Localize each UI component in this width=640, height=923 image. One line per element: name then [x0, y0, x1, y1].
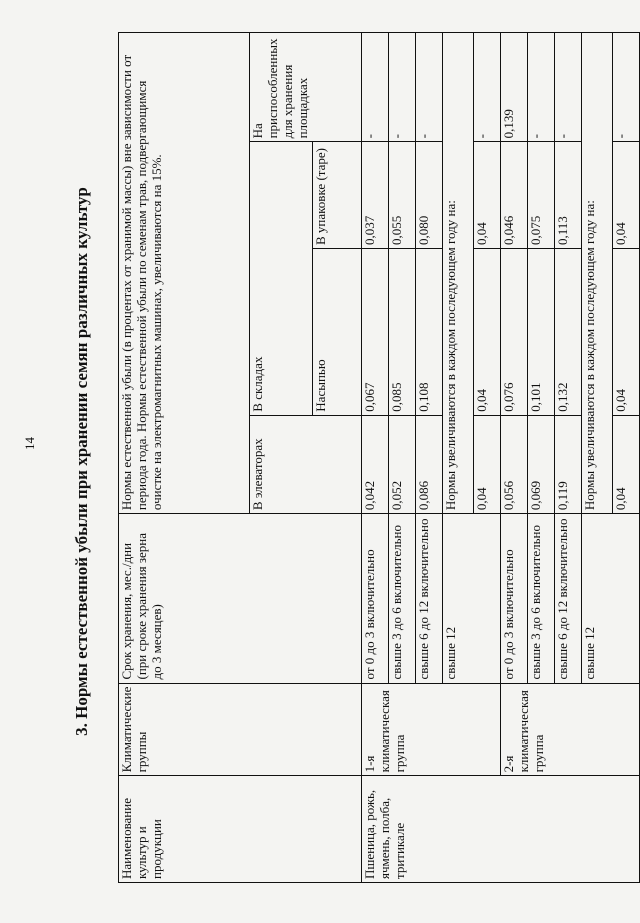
header-climate: Климатические группы	[119, 683, 362, 776]
increase-note: Нормы увеличиваются в каждом последующем году на:	[582, 33, 613, 514]
value-cell: -	[613, 33, 640, 142]
period-cell: свыше 3 до 6 включительно	[389, 514, 416, 683]
value-cell: 0,046	[501, 142, 528, 249]
value-cell: -	[389, 33, 416, 142]
value-cell: 0,052	[389, 415, 416, 513]
header-packaged: В упаковке (таре)	[313, 142, 362, 249]
value-cell: -	[528, 33, 555, 142]
value-cell: 0,04	[474, 142, 501, 249]
table-row	[362, 33, 389, 883]
value-cell: 0,067	[362, 249, 389, 416]
header-storage: Срок хранения, мес./дни (при сроке хранения зерна до 3 месяцев)	[119, 514, 362, 683]
period-cell: свыше 12	[582, 514, 640, 683]
group-name: 2-я климатическая группа	[501, 683, 640, 776]
value-cell: 0,101	[528, 249, 555, 416]
period-cell: от 0 до 3 включительно	[362, 514, 389, 683]
header-crop: Наименование культур и продукции	[119, 776, 362, 883]
value-cell: 0,04	[613, 249, 640, 416]
value-cell: 0,139	[501, 33, 528, 142]
value-cell: 0,04	[613, 142, 640, 249]
value-cell: 0,04	[474, 249, 501, 416]
value-cell: 0,042	[362, 415, 389, 513]
norms-table	[118, 32, 640, 883]
value-cell: 0,069	[528, 415, 555, 513]
value-cell: 0,119	[555, 415, 582, 513]
value-cell: 0,055	[389, 142, 416, 249]
header-elevators: В элеваторах	[250, 415, 362, 513]
header-adapted: На приспособленных для хранения площадках	[250, 33, 362, 142]
header-norms: Нормы естественной убыли (в процентах от хранимой массы) вне зависимости от периода года. Нормы естественной убыли по семенам трав, подвергающимся очистке на электромагнитных машинах, увеличиваются на 15%.	[119, 33, 250, 514]
crop-name: Пшеница, рожь, ячмень, полба, тритикале	[362, 776, 640, 883]
page-title: 3. Нормы естественной убыли при хранении семян различных культур	[72, 187, 91, 736]
value-cell: 0,113	[555, 142, 582, 249]
value-cell: 0,075	[528, 142, 555, 249]
value-cell: -	[555, 33, 582, 142]
value-cell: 0,037	[362, 142, 389, 249]
value-cell: 0,076	[501, 249, 528, 416]
value-cell: 0,04	[613, 415, 640, 513]
header-bulk: Насыпью	[313, 249, 362, 416]
value-cell: 0,086	[416, 415, 443, 513]
value-cell: 0,080	[416, 142, 443, 249]
value-cell: 0,132	[555, 249, 582, 416]
table-row	[501, 33, 528, 883]
page-number: 14	[22, 437, 37, 450]
header-warehouses: В складах	[250, 142, 313, 415]
period-cell: свыше 6 до 12 включительно	[416, 514, 443, 683]
increase-note: Нормы увеличиваются в каждом последующем году на:	[443, 33, 474, 514]
value-cell: 0,056	[501, 415, 528, 513]
period-cell: свыше 3 до 6 включительно	[528, 514, 555, 683]
period-cell: от 0 до 3 включительно	[501, 514, 528, 683]
value-cell: 0,108	[416, 249, 443, 416]
period-cell: свыше 6 до 12 включительно	[555, 514, 582, 683]
header-row	[119, 33, 250, 883]
value-cell: -	[416, 33, 443, 142]
value-cell: -	[474, 33, 501, 142]
group-name: 1-я климатическая группа	[362, 683, 501, 776]
value-cell: 0,04	[474, 415, 501, 513]
value-cell: -	[362, 33, 389, 142]
value-cell: 0,085	[389, 249, 416, 416]
period-cell: свыше 12	[443, 514, 501, 683]
